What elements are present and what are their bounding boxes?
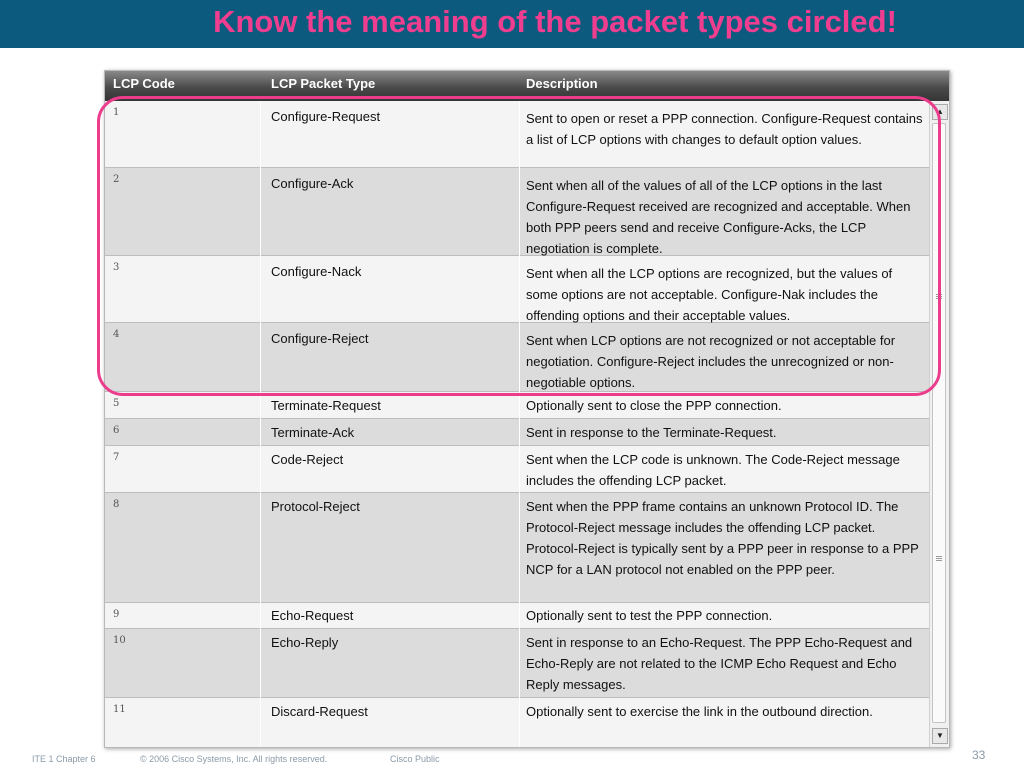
cell-description: Sent when all the LCP options are recognized, but the values of some options are not acceptable. Configure-Nak includes the offending options and their acceptable values.: [526, 266, 893, 323]
cell-description: Sent when all of the values of all of the LCP options in the last Configure-Request received are recognized and acceptable. When both PPP peers send and receive Configure-Acks, the LCP negotiation is complete.: [526, 178, 911, 256]
grip-line: [936, 556, 942, 557]
cell-description: Optionally sent to exercise the link in the outbound direction.: [526, 704, 873, 719]
slide-title: Know the meaning of the packet types circled!: [213, 4, 897, 39]
table-row: [105, 493, 929, 603]
table-row: [105, 168, 929, 256]
cell-description: Sent when the LCP code is unknown. The Code-Reject message includes the offending LCP packet.: [526, 452, 900, 488]
header-description: Description: [526, 76, 598, 91]
cell-description: Sent when the PPP frame contains an unknown Protocol ID. The Protocol-Reject message includes the offending LCP packet. Protocol-Reject is typically sent by a PPP peer in response to a PPP NCP for a LAN protocol not enabled on the PPP peer.: [526, 499, 919, 577]
cell-description: Optionally sent to close the PPP connection.: [526, 398, 782, 413]
cell-type: Configure-Reject: [271, 331, 369, 346]
cell-description: Optionally sent to test the PPP connection.: [526, 608, 773, 623]
cell-code: 8: [113, 499, 120, 510]
footer-classification: Cisco Public: [390, 754, 440, 764]
table-row: [105, 256, 929, 323]
cell-description: Sent to open or reset a PPP connection. Configure-Request contains a list of LCP options with changes to default option values.: [526, 111, 923, 147]
table-row: [105, 698, 929, 748]
cell-type: Discard-Request: [271, 704, 368, 719]
header-lcp-code: LCP Code: [113, 76, 175, 91]
table-row: [105, 323, 929, 392]
cell-code: 1: [113, 107, 120, 118]
grip-line: [936, 560, 942, 561]
table-row: [105, 392, 929, 419]
cell-code: 3: [113, 262, 120, 273]
cell-type: Protocol-Reject: [271, 499, 360, 514]
cell-type: Configure-Ack: [271, 176, 354, 191]
scroll-thumb[interactable]: [932, 123, 946, 723]
table-row: [105, 101, 929, 168]
column-divider: [519, 101, 520, 747]
cell-description: Sent when LCP options are not recognized or not acceptable for negotiation. Configure-Reject includes the unrecognized or non-negotiable options.: [526, 333, 896, 390]
cell-description: Sent in response to an Echo-Request. The PPP Echo-Request and Echo-Reply are not related to the ICMP Echo Request and Echo Reply messages.: [526, 635, 913, 692]
cell-code: 4: [113, 329, 120, 340]
cell-code: 5: [113, 398, 120, 409]
vertical-scrollbar[interactable]: [929, 101, 949, 747]
cell-code: 7: [113, 452, 120, 463]
table-row: [105, 419, 929, 446]
grip-line: [936, 294, 942, 295]
grip-line: [936, 298, 942, 299]
table-body: [105, 101, 929, 748]
cell-type: Terminate-Request: [271, 398, 381, 413]
cell-code: 11: [113, 704, 126, 715]
table-header: [105, 71, 949, 101]
arrow-down-icon[interactable]: ▼: [932, 728, 948, 744]
page-number: 33: [972, 748, 986, 762]
cell-type: Code-Reject: [271, 452, 344, 467]
cell-code: 6: [113, 425, 120, 436]
cell-type: Terminate-Ack: [271, 425, 355, 440]
grip-line: [936, 558, 942, 559]
footer-copyright: © 2006 Cisco Systems, Inc. All rights reserved.: [140, 754, 328, 764]
cell-type: Configure-Nack: [271, 264, 362, 279]
footer-chapter: ITE 1 Chapter 6: [32, 754, 96, 764]
table-row: [105, 446, 929, 493]
title-bar: [0, 0, 1024, 48]
lcp-packet-table: [104, 70, 950, 748]
cell-code: 10: [113, 635, 126, 646]
table-row: [105, 629, 929, 698]
cell-type: Echo-Request: [271, 608, 354, 623]
cell-type: Echo-Reply: [271, 635, 339, 650]
arrow-up-icon[interactable]: ▲: [932, 104, 948, 120]
table-row: [105, 603, 929, 629]
cell-type: Configure-Request: [271, 109, 381, 124]
cell-description: Sent in response to the Terminate-Request.: [526, 425, 777, 440]
cell-code: 2: [113, 174, 120, 185]
grip-line: [936, 296, 942, 297]
cell-code: 9: [113, 609, 120, 620]
header-lcp-packet-type: LCP Packet Type: [271, 76, 376, 91]
column-divider: [260, 101, 261, 747]
